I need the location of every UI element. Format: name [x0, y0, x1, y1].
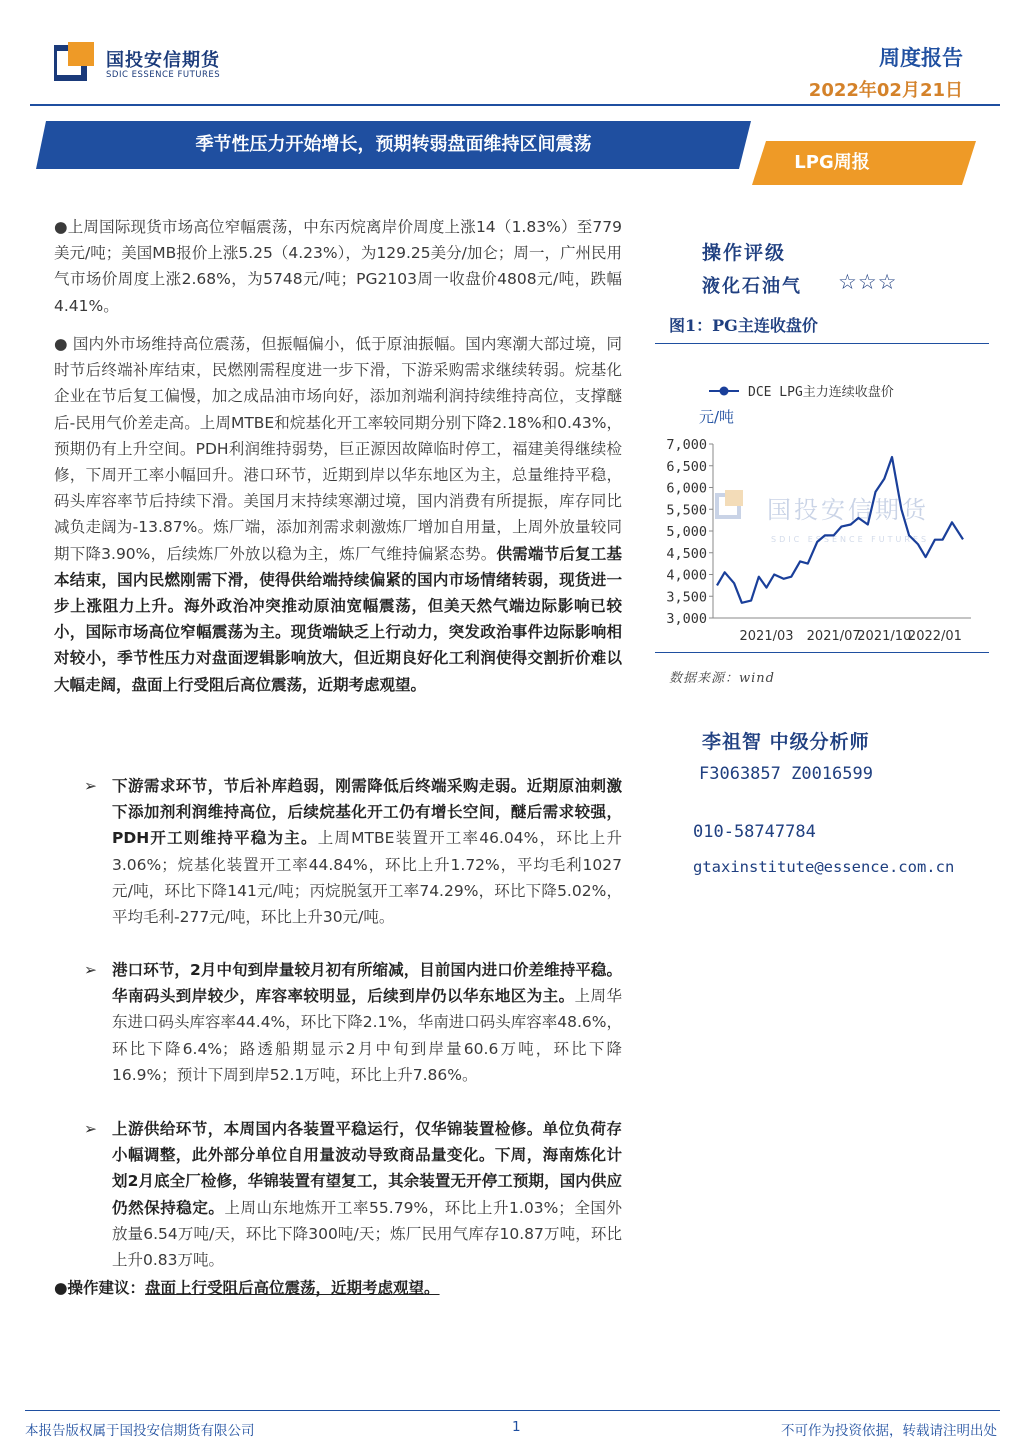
category-tag-label: LPG周报	[794, 152, 870, 173]
contact-email[interactable]: gtaxinstitute@essence.com.cn	[693, 858, 955, 876]
figure-top-rule	[655, 343, 989, 344]
y-tick-label: 5,500	[666, 502, 707, 519]
series-line-lpg	[717, 457, 963, 603]
figure-bottom-rule	[655, 652, 989, 653]
x-tick-label: 2021/07	[806, 629, 861, 644]
logo-text-en: SDIC ESSENCE FUTURES	[106, 70, 221, 80]
watermark-logo-front	[725, 490, 743, 506]
y-tick-label: 6,000	[666, 480, 707, 497]
y-tick-label: 4,500	[666, 545, 707, 562]
y-tick-label: 7,000	[666, 437, 707, 453]
report-date: 2022年02月21日	[808, 80, 963, 101]
advice-prefix: ●操作建议：	[54, 1279, 146, 1297]
arrow-bullet-icon: ➢	[84, 777, 97, 795]
operation-advice	[54, 1275, 622, 1301]
report-type: 周度报告	[879, 46, 963, 70]
watermark-text: 国投安信期货	[767, 496, 929, 524]
y-axis-ticks	[666, 437, 713, 627]
paragraph-analysis	[54, 331, 622, 698]
rating-label: 操作评级	[702, 242, 787, 264]
bullet-port	[84, 957, 622, 1088]
contact-phone: 010-58747784	[693, 822, 816, 842]
analysis-conclusion: 供需端节后复工基本结束，国内民燃刚需下滑，使得供给端持续偏紧的国内市场情绪转弱，现货进一步上涨阻力上升。海外政治冲突推动原油宽幅震荡，但美天然气端边际影响已较小，国际市场高位窄幅震荡为主。现货端缺乏上行动力，突发政治事件边际影响相对较小，季节性压力对盘面逻辑影响放大，但近期良好化工利润使得交割折价难以大幅走阔，盘面上行受阻后高位震荡，近期考虑观望。	[54, 544, 622, 694]
chart-legend	[709, 384, 894, 400]
arrow-bullet-icon: ➢	[84, 961, 97, 979]
y-tick-label: 6,500	[666, 458, 707, 475]
paragraph-market-summary: ●上周国际现货市场高位窄幅震荡，中东丙烷离岸价周度上涨14（1.83%）至779美元/吨；美国MB报价上涨5.25（4.23%），为129.25美分/加仑；周一，广州民用气市场价周度上涨2.68%，为5748元/吨；PG2103周一收盘价4808元/吨，跌幅4.41%。	[54, 218, 622, 315]
analyst-name: 李祖智 中级分析师	[702, 731, 870, 753]
arrow-bullet-icon: ➢	[84, 1120, 97, 1138]
analyst-certificate: F3063857 Z0016599	[699, 764, 873, 784]
y-axis-unit: 元/吨	[699, 408, 735, 426]
company-logo	[54, 40, 234, 88]
upstream-summary: 上游供给环节，本周国内各装置平稳运行，仅华锦装置检修。单位负荷存小幅调整，此外部分单位自用量波动导致商品量变化。下周，海南炼化计划2月底全厂检修，华锦装置有望复工，其余装置无开停工预期，国内供应仍然保持稳定。	[112, 1120, 622, 1217]
x-tick-label: 2021/03	[739, 629, 794, 644]
logo-mark-icon	[54, 42, 98, 84]
bullet-upstream	[84, 1116, 622, 1273]
footer-copyright: 本报告版权属于国投安信期货有限公司	[25, 1423, 255, 1439]
y-tick-label: 3,000	[666, 611, 707, 627]
rating-stars: ☆☆☆	[838, 270, 898, 294]
analysis-text: ● 国内外市场维持高位震荡，但振幅偏小，低于原油振幅。国内寒潮大部过境，同时节后终端补库结束，民燃刚需程度进一步下滑，下游采购需求继续转弱。烷基化企业在节后复工偏慢，加之成品油市场向好，添加剂端利润持续维持高位，支撑醚后-民用气价差走高。上周MTBE和烷基化开工率较同期分别下降2.18%和0.43%，预期仍有上升空间。PDH利润维持弱势，巨正源因故障临时停工，福建美得继续检修，下周开工率小幅回升。港口环节，近期到岸以华东地区为主，总量维持平稳，码头库容率节后持续下滑。美国月末持续寒潮过境，国内消费有所提振，库存同比减负走阔为-13.87%。炼厂端，添加剂需求刺激炼厂增加自用量，上周外放量较同期下降3.90%，后续炼厂外放以稳为主，炼厂气维持偏紧态势。	[54, 335, 622, 563]
port-detail: 上周华东进口码头库容率44.4%，环比下降2.1%，华南进口码头库容率48.6%，环比下降6.4%；路透船期显示2月中旬到岸量60.6万吨，环比下降16.9%；预计下周到岸52.1万吨，环比上升7.86%。	[112, 987, 622, 1084]
legend-label: DCE LPG主力连续收盘价	[748, 385, 894, 400]
price-line-chart	[655, 370, 989, 652]
upstream-detail: 上周山东地炼开工率55.79%，环比上升1.03%；全国外放量6.54万吨/天，环比下降300吨/天；炼厂民用气库存10.87万吨，环比上升0.83万吨。	[112, 1198, 622, 1270]
footer-disclaimer: 不可作为投资依据，转载请注明出处	[781, 1423, 997, 1439]
advice-text: 盘面上行受阻后高位震荡，近期考虑观望。	[145, 1279, 440, 1297]
y-tick-label: 3,500	[666, 589, 707, 606]
downstream-summary: 下游需求环节，节后补库趋弱，刚需降低后终端采购走弱。近期原油刺激下添加剂利润维持高位，后续烷基化开工仍有增长空间，醚后需求较强，PDH开工则维持平稳为主。	[112, 777, 622, 848]
data-source: 数据来源：wind	[669, 671, 775, 686]
logo-text-cn: 国投安信期货	[106, 50, 220, 71]
downstream-detail: 上周MTBE装置开工率46.04%，环比上升3.06%；烷基化装置开工率44.84%，环比上升1.72%，平均毛利1027元/吨，环比下降141元/吨；丙烷脱氢开工率74.29%，环比下降5.02%，平均毛利-277元/吨，环比上升30元/吨。	[112, 829, 622, 927]
x-axis-ticks	[740, 629, 962, 644]
watermark-text-en: SDIC ESSENCE FUTURES	[771, 535, 930, 544]
header-divider	[30, 104, 1000, 106]
legend-marker	[720, 387, 729, 396]
page-number: 1	[512, 1419, 521, 1435]
figure-title: 图1：PG主连收盘价	[669, 316, 818, 335]
x-tick-label: 2022/01	[907, 629, 962, 644]
footer-divider	[25, 1410, 1000, 1411]
y-tick-label: 5,000	[666, 524, 707, 540]
x-tick-label: 2021/10	[857, 629, 912, 644]
rating-product: 液化石油气	[702, 276, 802, 297]
report-title: 季节性压力开始增长，预期转弱盘面维持区间震荡	[195, 134, 592, 155]
port-summary: 港口环节，2月中旬到岸量较月初有所缩减，目前国内进口价差维持平稳。华南码头到岸较少，库容率较明显，后续到岸仍以华东地区为主。	[112, 961, 622, 1006]
y-tick-label: 4,000	[666, 567, 707, 584]
bullet-downstream	[84, 773, 622, 930]
